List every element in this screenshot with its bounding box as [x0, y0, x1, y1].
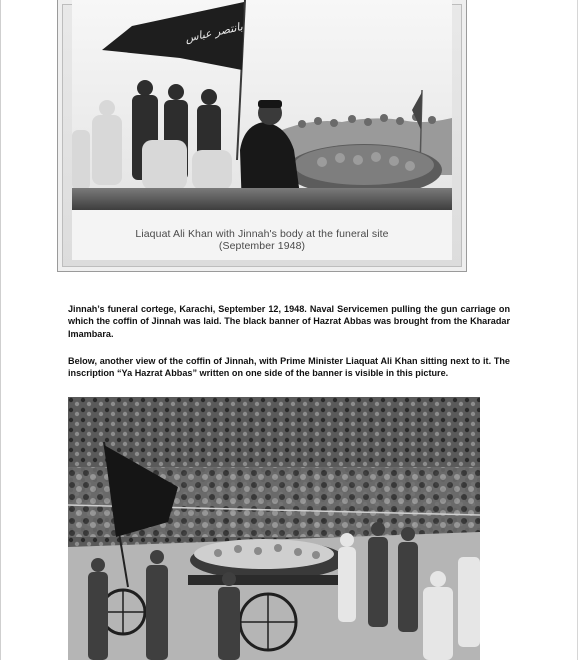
framed-photo — [57, 0, 467, 272]
photo-caption — [72, 210, 452, 260]
caption-line-1: Liaquat Ali Khan with Jinnah's body at the funeral site — [135, 228, 389, 240]
paragraph-coffin-view: Below, another view of the coffin of Jinnah, with Prime Minister Liaquat Ali Khan sitting next to it. The inscription “Ya Hazrat Abbas” written on one side of the banner is visible in this picture. — [68, 356, 510, 379]
funeral-site-photo — [72, 0, 452, 210]
banner-inscription: بانتصر عباس — [183, 20, 244, 45]
caption-line-2: (September 1948) — [218, 240, 306, 252]
page-edge-left — [0, 0, 1, 660]
funeral-site-photo-image — [72, 0, 452, 210]
page-edge-right — [577, 0, 578, 660]
funeral-procession-photo — [68, 397, 480, 660]
funeral-procession-image — [68, 397, 480, 660]
paragraph-funeral-cortege: Jinnah’s funeral cortege, Karachi, September 12, 1948. Naval Servicemen pulling the gun carriage on which the coffin of Jinnah was laid. The black banner of Hazrat Abbas was brought from the Kharadar Imambara. — [68, 304, 510, 339]
